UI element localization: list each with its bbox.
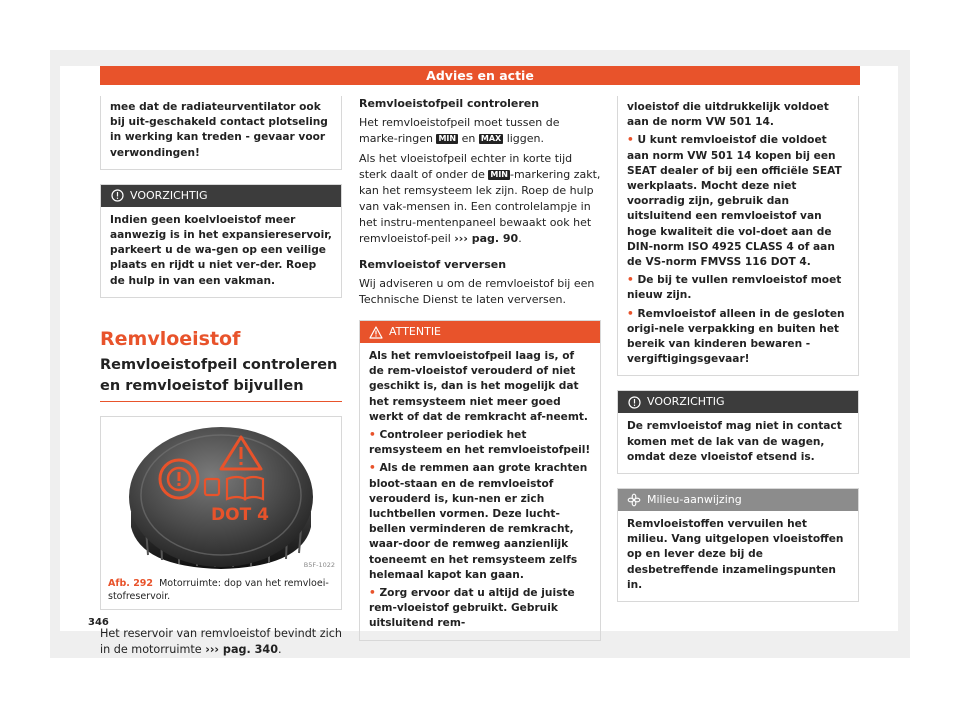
- leak-text-2: -markering zakt, kan het remsysteem lek zijn. Roep de hulp van vak-mensen in. Een controlelampje in het instru-mentenpaneel bewaakt ook het remvloeistof-peil: [359, 168, 601, 245]
- warning-triangle-icon: [369, 325, 383, 339]
- figure-caption: [101, 573, 341, 609]
- column-middle: [359, 96, 601, 641]
- reservoir-text: Het reservoir van remvloeistof bevindt zich in de motorruimte: [100, 627, 342, 657]
- cap-dot-label: DOT 4: [211, 505, 269, 526]
- figure-box: [100, 416, 342, 610]
- reservoir-text-end: .: [278, 643, 282, 657]
- attention-label: ATTENTIE: [389, 325, 442, 338]
- leak-text: Als het vloeistofpeil echter in korte tijd sterk daalt of onder de: [359, 152, 573, 181]
- reservoir-paragraph: [100, 626, 342, 658]
- attention-bullet: [369, 428, 591, 458]
- caution-text-2: De remvloeistof mag niet in contact komen met de lak van de wagen, omdat deze vloeistof etsend is.: [627, 420, 842, 463]
- figure-image: [101, 417, 341, 573]
- bullet-dot: •: [627, 134, 634, 147]
- subsection-title: Remvloeistofpeil controleren en remvloeistof bijvullen: [100, 357, 338, 395]
- bullet-dot: •: [369, 587, 376, 600]
- section-rule: [100, 401, 342, 402]
- attention-bullet-text: U kunt remvloeistof die voldoet aan norm VW 501 14 kopen bij een SEAT dealer of bij een officiële SEAT werkplaats. Mocht deze niet voorradig zijn, gebruik dan uitsluitend een remvloeistof van hoge kwaliteit die vol-doet aan de DIN-norm ISO 4925 CLASS 4 of aan de VS-norm FMVSS 116 DOT 4.: [627, 134, 842, 269]
- caution-header-2: [618, 391, 858, 413]
- figure-label: Afb. 292: [108, 578, 154, 590]
- figure-caption-text: Motorruimte: dop van het remvloei-stofreservoir.: [108, 578, 329, 603]
- page-header: Advies en actie: [100, 66, 860, 85]
- attention-bullet: [369, 586, 591, 632]
- attention-bullet-text: Controleer periodiek het remsysteem en het remvloeistofpeil!: [369, 429, 591, 457]
- check-level-and: en: [461, 132, 476, 145]
- attention-bullet-text: Als de remmen aan grote krachten bloot-staan en de remvloeistof verouderd is, kun-nen er zich luchtbellen vormen. Deze lucht-bellen verminderen de remkracht, waar-door de remweg aanzienlijk toeneemt en het remsysteem zelfs helemaal kapot kan gaan.: [369, 462, 588, 581]
- min-marker: MIN: [438, 134, 457, 143]
- figure-code: B5F-1022: [303, 561, 335, 570]
- attention-bullet-text: Zorg ervoor dat u altijd de juiste rem-vloeistof gebruikt. Gebruik uitsluitend rem-: [369, 587, 575, 630]
- column-left: [100, 96, 342, 658]
- caution-text: Indien geen koelvloeistof meer aanwezig is in het expansiereservoir, parkeert u de wa-gen op een veilige plaats en rijdt u niet ver-der. Roep de hulp in van een vakman.: [110, 213, 332, 287]
- info-circle-icon: [110, 189, 124, 203]
- check-level-paragraph: [359, 115, 601, 147]
- environment-box: [617, 488, 859, 602]
- check-level-heading: Remvloeistofpeil controleren: [359, 97, 540, 110]
- page-ref-link[interactable]: ››› pag. 340: [205, 643, 278, 657]
- replace-paragraph: Wij adviseren u om de remvloeistof bij een Technische Dienst te laten verversen.: [359, 277, 595, 306]
- environment-label: Milieu-aanwijzing: [647, 493, 742, 507]
- bullet-dot: •: [369, 462, 376, 475]
- environment-text: Remvloeistoffen vervuilen het milieu. Vang uitgelopen vloeistoffen op en lever deze bij de desbetreffende inzamelingspunten in.: [627, 518, 844, 591]
- warning-continuation-box: [100, 96, 342, 170]
- leak-paragraph: [359, 151, 601, 247]
- bullet-dot: •: [627, 307, 634, 320]
- caution-box-2: [617, 390, 859, 474]
- check-level-text: Het remvloeistofpeil moet tussen de marke-ringen: [359, 116, 560, 145]
- caution-box: [100, 184, 342, 298]
- caution-header: [101, 185, 341, 207]
- bullet-dot: •: [627, 274, 634, 287]
- attention-bullet-text: Remvloeistof alleen in de gesloten origi-nele verpakking en buiten het bereik van kinderen bewaren - vergiftigingsgevaar!: [627, 307, 845, 366]
- attention-bullet: [627, 307, 849, 368]
- check-level-end: liggen.: [506, 132, 545, 145]
- replace-heading: Remvloeistof verversen: [359, 258, 507, 271]
- attention-continuation-box: [617, 96, 859, 376]
- bullet-dot: •: [369, 429, 376, 442]
- page-ref-link-90[interactable]: ››› pag. 90: [454, 232, 519, 245]
- attention-header: [360, 321, 600, 343]
- caution-label-2: VOORZICHTIG: [647, 395, 725, 409]
- brake-fluid-cap-illustration: [101, 417, 341, 573]
- info-circle-icon: [627, 395, 641, 409]
- attention-box: [359, 320, 601, 641]
- flower-eco-icon: [627, 493, 641, 507]
- attention-bullet-text: De bij te vullen remvloeistof moet nieuw zijn.: [627, 274, 842, 302]
- attention-bullet: [369, 461, 591, 583]
- max-marker: MAX: [480, 134, 502, 143]
- attention-continuation-text: vloeistof die uitdrukkelijk voldoet aan de norm VW 501 14.: [627, 101, 829, 129]
- environment-header: [618, 489, 858, 511]
- caution-label: VOORZICHTIG: [130, 188, 208, 202]
- page-number: 346: [88, 617, 109, 628]
- column-right: [617, 96, 859, 602]
- attention-bullet: [627, 133, 849, 270]
- min-marker-2: MIN: [490, 170, 508, 179]
- attention-bullet: [627, 273, 849, 303]
- leak-text-end: .: [518, 232, 522, 245]
- warning-continuation-text: mee dat de radiateurventilator ook bij uit-geschakeld contact plotseling in werking kan treden - gevaar voor verwondingen!: [110, 101, 328, 159]
- attention-text: Als het remvloeistofpeil laag is, of de rem-vloeistof verouderd of niet geschikt is, dan is het mogelijk dat het remsysteem niet meer goed werkt of dat de remkracht af-neemt.: [369, 350, 588, 423]
- section-title: Remvloeistof: [100, 327, 241, 350]
